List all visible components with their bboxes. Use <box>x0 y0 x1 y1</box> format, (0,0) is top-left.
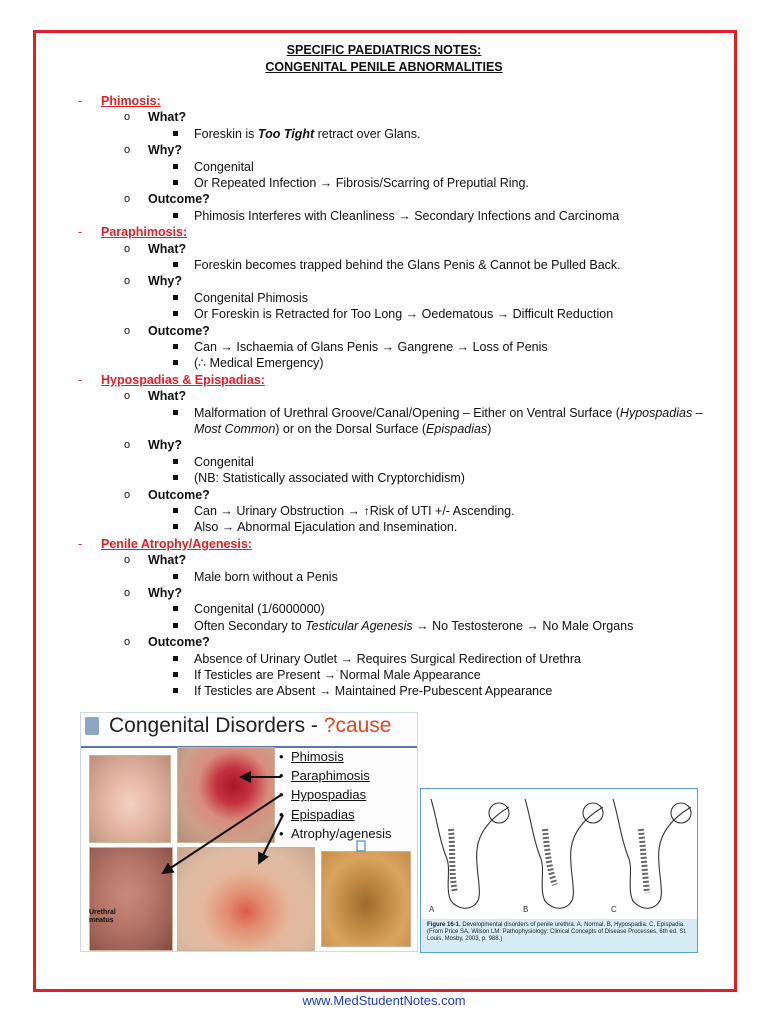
square-bullet-icon <box>173 213 178 218</box>
bullet-item <box>0 683 768 699</box>
square-bullet-icon <box>173 623 178 628</box>
dash-marker: - <box>78 372 83 387</box>
disorder-list-item: • Phimosis <box>279 749 344 764</box>
subheading-label: Outcome? <box>148 323 210 338</box>
bullet-item <box>0 126 768 142</box>
bullet-text: Congenital Phimosis <box>194 290 308 305</box>
subheading-label: Why? <box>148 438 183 453</box>
urethral-meatus-label: Urethral meatus <box>89 909 116 924</box>
square-bullet-icon <box>173 688 178 693</box>
bullet-text: Or Repeated Infection → Fibrosis/Scarring of Preputial Ring. <box>194 175 529 190</box>
dash-marker: - <box>78 225 83 240</box>
section-title: Hypospadias & Epispadias: <box>101 372 265 387</box>
section-heading <box>0 93 768 109</box>
circle-bullet-icon: o <box>124 324 131 337</box>
bullet-text: Congenital <box>194 159 254 174</box>
square-bullet-icon <box>173 606 178 611</box>
section-heading <box>0 372 768 388</box>
square-bullet-icon <box>173 360 178 365</box>
subheading-label: Why? <box>148 143 183 158</box>
bullet-text: Can → Urinary Obstruction → ↑Risk of UTI +/- Ascending. <box>194 503 515 518</box>
square-bullet-icon <box>173 475 178 480</box>
section-title: Phimosis: <box>101 94 161 108</box>
label-a: A <box>429 905 435 914</box>
disorder-list-item: • Atrophy/agenesis <box>279 825 392 841</box>
diagram-epispadias <box>613 799 691 908</box>
bullet-text: Often Secondary to Testicular Agenesis → No Testosterone → No Male Organs <box>194 618 634 633</box>
bullet-item <box>0 569 768 585</box>
subheading <box>0 142 768 158</box>
subheading <box>0 437 768 453</box>
congenital-disorders-figure <box>80 712 418 952</box>
bullet-item <box>0 601 768 617</box>
subheading-label: What? <box>148 110 187 125</box>
urethra-diagram <box>421 789 698 919</box>
bullet-text: Absence of Urinary Outlet → Requires Surgical Redirection of Urethra <box>194 651 581 666</box>
subheading <box>0 273 768 289</box>
section-heading <box>0 224 768 240</box>
square-bullet-icon <box>173 164 178 169</box>
subheading <box>0 388 768 404</box>
bullet-item <box>0 306 768 322</box>
square-bullet-icon <box>173 295 178 300</box>
dash-marker: - <box>78 536 83 551</box>
bullet-item <box>0 519 768 535</box>
bullet-item <box>0 470 768 486</box>
square-bullet-icon <box>173 459 178 464</box>
circle-bullet-icon: o <box>124 144 131 157</box>
bullet-text: If Testicles are Present → Normal Male Appearance <box>194 667 481 682</box>
subheading <box>0 191 768 207</box>
bullet-text: If Testicles are Absent → Maintained Pre-Pubescent Appearance <box>194 684 553 699</box>
bullet-text: Also → Abnormal Ejaculation and Insemination. <box>194 520 458 535</box>
urethra-disorders-figure <box>420 788 698 953</box>
circle-bullet-icon: o <box>124 554 131 567</box>
square-bullet-icon <box>173 574 178 579</box>
notes-outline <box>0 93 768 700</box>
diagram-normal <box>431 799 509 908</box>
diagram-hypospadias <box>525 799 603 908</box>
circle-bullet-icon: o <box>124 193 131 206</box>
bullet-text: (∴ Medical Emergency) <box>194 356 324 371</box>
bullet-text: Foreskin becomes trapped behind the Glans Penis & Cannot be Pulled Back. <box>194 257 621 272</box>
page-title-line1: SPECIFIC PAEDIATRICS NOTES: <box>286 43 482 57</box>
square-bullet-icon <box>173 262 178 267</box>
subheading-label: Outcome? <box>148 635 210 650</box>
subheading-label: Why? <box>148 585 183 600</box>
subheading-label: Outcome? <box>148 487 210 502</box>
bullet-item <box>0 257 768 273</box>
subheading-label: What? <box>148 389 187 404</box>
subheading-label: Why? <box>148 274 183 289</box>
square-bullet-icon <box>173 672 178 677</box>
circle-bullet-icon: o <box>124 111 131 124</box>
square-bullet-icon <box>173 524 178 529</box>
bullet-item <box>0 208 768 224</box>
bullet-item <box>0 175 768 191</box>
bullet-item <box>0 618 768 634</box>
label-c: C <box>611 905 617 914</box>
bullet-item <box>0 651 768 667</box>
disorders-list <box>279 747 391 843</box>
bullet-item <box>0 503 768 519</box>
square-bullet-icon <box>173 410 178 415</box>
bullet-text: Malformation of Urethral Groove/Canal/Opening – Either on Ventral Surface (Hypospadias – Most Common) or on the Dorsal Surface (Epispadias) <box>194 405 703 436</box>
bullet-item <box>0 290 768 306</box>
bullet-text: Foreskin is Too Tight retract over Glans. <box>194 126 421 141</box>
subheading <box>0 241 768 257</box>
page-title-line2: CONGENITAL PENILE ABNORMALITIES <box>265 60 503 74</box>
bullet-item <box>0 405 768 438</box>
circle-bullet-icon: o <box>124 390 131 403</box>
square-bullet-icon <box>173 311 178 316</box>
circle-bullet-icon: o <box>124 488 131 501</box>
circle-bullet-icon: o <box>124 439 131 452</box>
section-title: Paraphimosis: <box>101 225 188 240</box>
disorder-list-item: • Paraphimosis <box>279 768 370 784</box>
bullet-text: Can → Ischaemia of Glans Penis → Gangrene → Loss of Penis <box>194 339 548 354</box>
subheading <box>0 585 768 601</box>
bullet-text: (NB: Statistically associated with Cryptorchidism) <box>194 471 465 486</box>
figure-caption: Figure 16-1. Developmental disorders of penile urethra. A, Normal. B, Hypospadia. C, Epispadia. (From Price SA, Wilson LM: Pathophysiology: Clinical Concepts of Disease Processes, 6th ed. St. Louis, Mosby, 2003, p. 988.) <box>421 919 697 952</box>
square-bullet-icon <box>173 344 178 349</box>
circle-bullet-icon: o <box>124 275 131 288</box>
section-heading <box>0 536 768 552</box>
bullet-text: Or Foreskin is Retracted for Too Long → Oedematous → Difficult Reduction <box>194 307 614 322</box>
bullet-item <box>0 339 768 355</box>
subheading <box>0 487 768 503</box>
section-title: Penile Atrophy/Agenesis: <box>101 536 252 551</box>
subheading <box>0 634 768 650</box>
square-bullet-icon <box>173 180 178 185</box>
dash-marker: - <box>78 94 83 108</box>
bullet-text: Congenital (1/6000000) <box>194 602 325 617</box>
square-bullet-icon <box>173 508 178 513</box>
bullet-item <box>0 667 768 683</box>
subheading <box>0 552 768 568</box>
bullet-text: Congenital <box>194 454 254 469</box>
subheading-label: What? <box>148 241 187 256</box>
subheading-label: Outcome? <box>148 192 210 207</box>
bullet-text: Male born without a Penis <box>194 569 338 584</box>
circle-bullet-icon: o <box>124 586 131 599</box>
subheading-label: What? <box>148 553 187 568</box>
disorder-list-item: • Hypospadias <box>279 787 367 803</box>
bullet-text: Phimosis Interferes with Cleanliness → Secondary Infections and Carcinoma <box>194 208 620 223</box>
bullet-item <box>0 454 768 470</box>
disorder-list-item: • Epispadias <box>279 806 355 822</box>
square-bullet-icon <box>173 656 178 661</box>
bullet-item <box>0 355 768 371</box>
circle-bullet-icon: o <box>124 242 131 255</box>
footer-url: www.MedStudentNotes.com <box>302 993 466 1008</box>
subheading <box>0 323 768 339</box>
bullet-item <box>0 159 768 175</box>
square-bullet-icon <box>173 131 178 136</box>
figure-title: Congenital Disorders - ?cause <box>109 714 392 737</box>
subheading <box>0 109 768 125</box>
label-b: B <box>523 905 529 914</box>
circle-bullet-icon: o <box>124 636 131 649</box>
